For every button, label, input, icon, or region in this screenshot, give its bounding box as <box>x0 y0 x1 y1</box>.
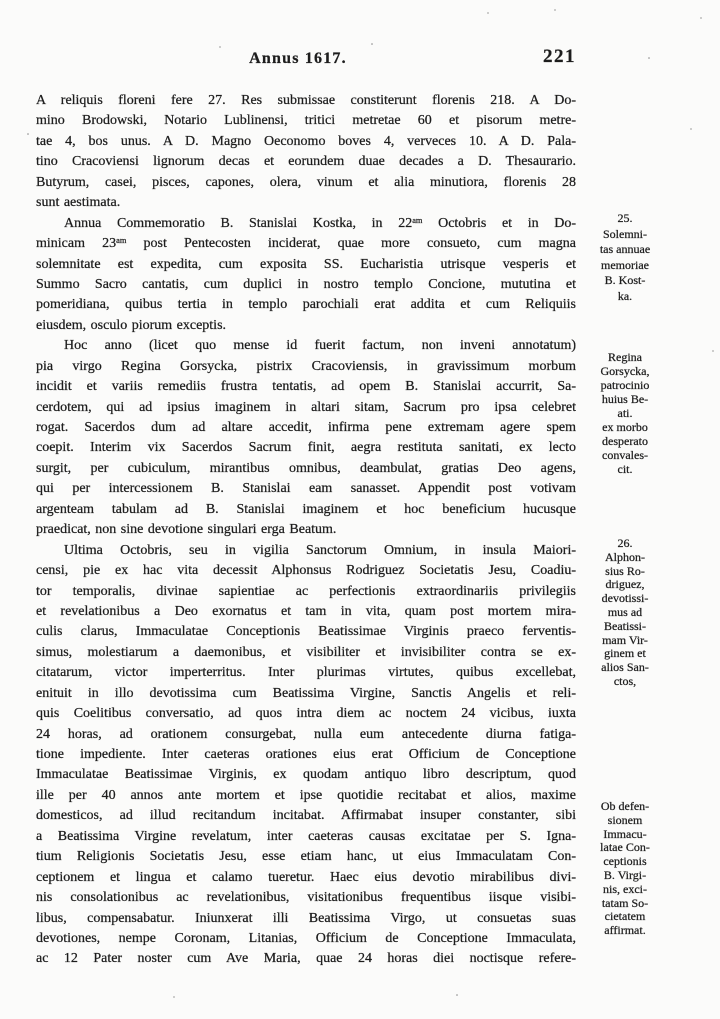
margin-note-line: mam Vir- <box>602 632 648 647</box>
text-line: culis clarus, Immaculatae Conceptionis Beatissimae Virginis praeco ferventis- <box>36 624 576 640</box>
text-line: simus, molestiarum a daemonibus, et visibiliter et invisibiliter contra se ex- <box>36 644 576 660</box>
text-line: ille per 40 annos ante mortem et ipse quotidie recitabat et alios, maxime <box>36 787 576 803</box>
scan-speck <box>700 17 702 19</box>
margin-note-line: convales- <box>602 448 648 462</box>
scan-speck <box>690 128 692 130</box>
scan-speck <box>27 133 29 135</box>
text-line: tae 4, bos unus. A D. Magno Oeconomo boves 4, verveces 10. A D. Pala- <box>36 133 576 149</box>
scan-speck <box>487 12 489 14</box>
text-line: devotiones, nempe Coronam, Litanias, Officium de Conceptione Immaculata, <box>36 930 576 946</box>
paragraph <box>36 336 576 540</box>
paragraph <box>36 541 576 970</box>
margin-note-line: latae Con- <box>600 840 650 855</box>
text-line: tor temporalis, divinae sapientiae ac perfectionis extraordinariis privilegiis <box>36 583 576 599</box>
text-line: praedicat, non sine devotione singulari erga Beatum. <box>36 522 337 538</box>
margin-note <box>586 800 664 938</box>
text-line: et revelationibus a Deo exornatus et tam in vita, quam post mortem mira- <box>36 603 576 619</box>
text-line: cerdotem, qui ad ipsius imaginem in altari sitam, Sacrum pro ipsa celebret <box>36 399 576 415</box>
text-line: ceptionem et lingua et calamo tueretur. Haec eius devotio mirabilibus divi- <box>36 869 576 885</box>
margin-note-line: devotissi- <box>601 591 649 606</box>
margin-note-line: affirmat. <box>604 923 646 938</box>
text-line: ac 12 Pater noster cum Ave Maria, quae 24 horas diei noctisque refere- <box>36 951 576 967</box>
text-line: coepit. Interim vix Sacerdos Sacrum finit, aegra restituta sanitati, ex lecto <box>36 440 576 456</box>
margin-note-line: ati. <box>617 406 633 420</box>
margin-note-line: ceptionis <box>603 854 647 869</box>
body-text-column <box>36 91 576 970</box>
margin-note-line: B. Virgi- <box>603 867 647 882</box>
text-line: Immaculatae Beatissimae Virginis, ex quodam antiquo libro descriptum, quod <box>36 767 576 783</box>
text-line: argenteam tabulam ad B. Stanislai imaginem et hoc beneficium hucusque <box>36 501 576 517</box>
text-line: tium Religionis Societatis Jesu, esse etiam hanc, ut eius Immaculatam Con- <box>36 849 576 865</box>
margin-note-line: ginem et <box>604 646 646 661</box>
text-line: citatarum, victor imperterritus. Inter plurimas virtutes, quibus excellebat, <box>36 665 576 681</box>
margin-note-line: ex morbo <box>602 420 648 434</box>
margin-note-line: Immacu- <box>603 826 647 841</box>
scan-speck <box>173 996 175 998</box>
text-line: incidit et variis remediis frustra tentatis, ad opem B. Stanislai accurrit, Sa- <box>36 379 576 395</box>
text-line: Butyrum, casei, pisces, capones, olera, vinum et alia minutiora, florenis 28 <box>36 174 576 190</box>
margin-note-line: cit. <box>617 462 633 476</box>
margin-note-line: nis, exci- <box>603 881 647 896</box>
margin-note <box>586 537 664 689</box>
margin-note-line: cietatem <box>604 909 646 924</box>
running-head-title: Annus 1617. <box>249 50 347 67</box>
page-number: 221 <box>543 46 576 67</box>
text-line: minicam $23^{am}$ post Pentecosten inciderat, quae more consueto, cum magna <box>36 235 576 252</box>
scan-speck <box>219 46 221 48</box>
text-line: pomeridiana, quibus tertia in templo parochiali erat addita et cum Reliquiis <box>36 297 576 313</box>
margin-note-line: Ob defen- <box>600 799 650 813</box>
text-line: mino Brodowski, Notario Lublinensi, tritici metretae 60 et pisorum metre- <box>36 113 576 129</box>
margin-note-line: ka. <box>617 288 633 303</box>
margin-note-line: Solemni- <box>603 226 647 241</box>
text-line: nis consolationibus ac revelationibus, visitationibus frequentibus iisque visibi- <box>36 890 576 906</box>
margin-note-line: alios San- <box>601 660 649 675</box>
paragraph <box>36 214 576 337</box>
scan-speck <box>371 43 373 45</box>
text-line: eiusdem, osculo piorum exceptis. <box>36 317 227 333</box>
text-line: surgit, per cubiculum, mirantibus omnibus, deambulat, gratias Deo agens, <box>36 460 576 476</box>
text-line: enituit in illo devotissima cum Beatissima Virgine, Sanctis Angelis et reli- <box>36 685 576 701</box>
text-line: censi, pie ex hac vita decessit Alphonsus Rodriguez Societatis Jesu, Coadiu- <box>36 563 576 579</box>
margin-note-line: memoriae <box>601 257 649 272</box>
margin-note-line: Beatissi- <box>604 618 646 633</box>
paragraph <box>36 91 576 214</box>
margin-note-line: huius Be- <box>601 392 649 406</box>
margin-note <box>586 211 664 304</box>
margin-note-line: ctos, <box>613 673 637 688</box>
margin-note-line: 26. <box>617 536 633 550</box>
text-line: libus, compensabatur. Iniunxerat illi Beatissima Virgo, ut consuetas suas <box>36 910 576 926</box>
text-line: Summo Sacro cantatis, cum duplici in nostro templo Concione, mututina et <box>36 276 576 292</box>
text-line: a Beatissima Virgine revelatum, inter caeteras causas excitatae per S. Igna- <box>36 828 576 844</box>
margin-note-line: 25. <box>617 211 633 225</box>
margin-note-line: tatam So- <box>601 895 649 910</box>
text-line: A reliquis floreni fere 27. Res submissae constiterunt florenis 218. A Do- <box>36 93 576 108</box>
text-line: qui per intercessionem B. Stanislai eam sanasset. Appendit post votivam <box>36 481 576 497</box>
margin-note-line: patrocinio <box>600 378 650 392</box>
text-line: Annua Commemoratio B. Stanislai Kostka, in $22^{am}$ Octobris et in Do- <box>64 215 576 231</box>
text-line: quis Coelitibus conversatio, ad quos intra diem ac noctem 24 vicibus, iuxta <box>36 706 576 722</box>
margin-note-line: desperato <box>602 434 648 448</box>
text-line: 24 horas, ad orationem consurgebat, nulla eum antecedente diurna fatiga- <box>36 726 576 742</box>
scan-speck <box>648 57 650 59</box>
margin-note-line: sius Ro- <box>605 563 645 578</box>
text-line: Hoc anno (licet quo mense id fuerit factum, non inveni annotatum) <box>64 338 576 354</box>
text-line: pia virgo Regina Gorsycka, pistrix Cracoviensis, in gravissimum morbum <box>36 358 576 374</box>
text-line: tione impediente. Inter caeteras orationes eius erat Officium de Conceptione <box>36 747 576 762</box>
margin-note-line: mus ad <box>607 604 643 619</box>
margin-note-line: Gorsycka, <box>600 364 650 378</box>
margin-note-line: sionem <box>607 812 643 827</box>
text-line: domesticos, ad illud recitandum incitabat. Affirmabat insuper constanter, sibi <box>36 808 576 824</box>
text-line: solemnitate est expedita, cum exposita SS. Eucharistia utrisque vesperis et <box>36 256 576 272</box>
scan-speck <box>456 994 458 996</box>
text-line: rogat. Sacerdos dum ad altare accedit, infirma pene extremam agere spem <box>36 420 576 435</box>
margin-note-line: B. Kost- <box>604 273 646 287</box>
margin-note <box>586 350 664 476</box>
text-line: Ultima Octobris, seu in vigilia Sanctorum Omnium, in insula Maiori- <box>64 542 576 558</box>
margin-note-line: Regina <box>608 350 642 364</box>
margin-note-line: driguez, <box>605 577 645 592</box>
scan-speck <box>712 350 714 352</box>
margin-notes-column <box>586 0 664 1019</box>
page-header <box>36 46 576 72</box>
text-line: tino Cracoviensi lignorum decas et eorundem duae decades a D. Thesaurario. <box>36 154 576 170</box>
margin-note-line: tas annuae <box>599 242 651 256</box>
text-line: sunt aestimata. <box>36 195 121 211</box>
margin-note-line: Alphon- <box>605 549 645 564</box>
scan-speck <box>554 9 556 11</box>
